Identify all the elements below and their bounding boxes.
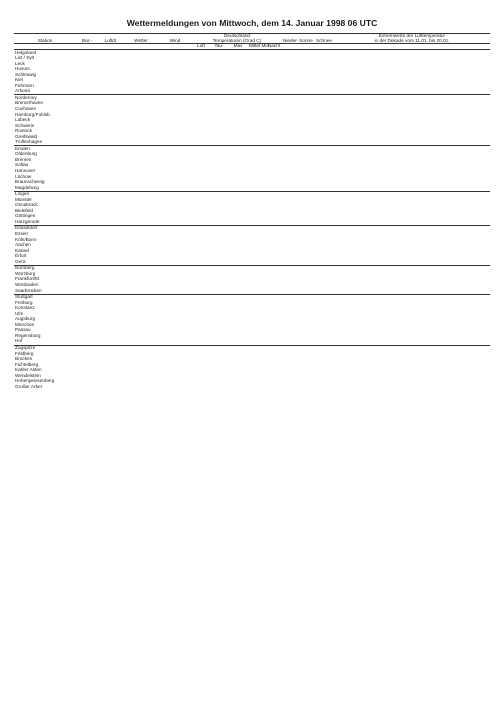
station-name: Greifswald: [15, 133, 38, 139]
station-row: [14, 384, 490, 390]
station-name: Göttingen: [15, 213, 36, 219]
station-name: Bremerhaven: [15, 100, 44, 106]
station-value: [266, 384, 282, 390]
station-name: Augsburg: [15, 316, 36, 322]
station-name: Nürnberg: [14, 265, 76, 271]
header-row-group: [14, 34, 490, 44]
station-name: Münster: [15, 196, 32, 202]
header-pressure: Luftdr.: [98, 34, 124, 44]
station-name: Saarbrücken: [15, 287, 42, 293]
station-name: Cuxhaven: [15, 106, 37, 111]
header-elevation: Bar.-: [76, 34, 98, 44]
station-name: Regensburg: [15, 332, 41, 338]
station-name: Braunschweig: [15, 179, 45, 185]
header-temperature-area: Deutschland: [223, 33, 251, 38]
station-value: [178, 384, 192, 390]
header-air: Luft: [192, 44, 210, 50]
station-name: Wendelstein: [15, 372, 41, 378]
station-rows: [14, 50, 490, 390]
header-mean-minimum: Mittel Min: [249, 43, 270, 49]
station-name: Frankfurt/M.: [15, 276, 41, 282]
header-sunshine: Sonne: [298, 34, 314, 44]
header-dewpoint: Tau-: [210, 44, 228, 50]
station-value: [282, 384, 298, 390]
station-name: Emden: [14, 146, 76, 152]
station-name: Düsseldorf: [14, 226, 76, 232]
header-extremes-title: Extremwerte der Lufttemperatur: [378, 33, 446, 38]
station-name: Feldberg: [15, 350, 34, 356]
header-weather: Wetter: [124, 34, 158, 44]
station-name: Hohenpeissenberg: [15, 378, 55, 384]
station-name: Hof: [15, 338, 23, 344]
station-value: [124, 384, 158, 390]
station-value: [158, 384, 178, 390]
station-name: Wiesbaden: [15, 281, 39, 287]
station-name: Brocken: [15, 356, 33, 362]
station-name: Großer Arber: [15, 383, 43, 389]
station-name: Schleswig: [15, 71, 37, 77]
station-name: Kassel: [15, 247, 30, 253]
station-value: [334, 384, 490, 390]
header-wind: Wind: [158, 34, 192, 44]
station-name: Hamburg/Fuhlsb.: [15, 111, 51, 117]
station-name: Rostock: [15, 128, 32, 134]
station-name: Trollenhagen: [15, 139, 43, 145]
station-name: Bielefeld: [15, 207, 33, 213]
station-name: Aachen: [15, 242, 31, 248]
station-name: Bremen: [15, 156, 32, 162]
station-name: Schwerin: [15, 122, 35, 128]
station-name: Ulm: [15, 310, 24, 316]
station-name: Lübeck: [15, 117, 31, 123]
station-value: [98, 384, 124, 390]
station-name: Arkona: [15, 88, 30, 94]
station-value: [228, 384, 248, 390]
header-snow: Schnee: [314, 34, 334, 44]
station-name: Köln/Bonn: [15, 236, 37, 242]
report-title: Wettermeldungen von Mittwoch, dem 14. Januar 1998 06 UTC: [126, 18, 378, 28]
station-name: Harzgerode: [15, 218, 40, 224]
station-name: Hannover: [15, 168, 36, 174]
station-name: Lingen: [14, 191, 76, 197]
header-precip: Nieder-: [282, 34, 298, 44]
station-name: Husum: [15, 66, 30, 72]
header-temperature-group: [192, 34, 282, 44]
header-ground: Nacht: [267, 43, 281, 49]
station-name: Osnabrück: [15, 202, 38, 208]
header-extremes-period: in der Dekade vom 11.01. bis 20.01.: [374, 37, 450, 43]
station-name: Kiel: [15, 77, 23, 83]
weather-table: [14, 33, 490, 390]
station-value: [192, 384, 210, 390]
header-station: Station: [14, 34, 76, 44]
station-name: Essen: [15, 231, 29, 237]
station-name: Leck: [15, 60, 25, 66]
station-name: Kahler Asten: [15, 367, 42, 373]
station-name: Fichtelberg: [15, 361, 39, 367]
station-name: Erfurt: [15, 253, 27, 259]
station-name: Fehmarn: [15, 82, 34, 88]
station-name: Oldenburg: [15, 151, 37, 157]
station-name: Soltau: [15, 162, 29, 168]
station-name: Konstanz: [15, 305, 35, 311]
station-name: Norderney: [14, 95, 76, 101]
station-value: [298, 384, 314, 390]
station-value: [76, 384, 98, 390]
station-name: Freiburg: [15, 299, 33, 305]
station-name: List / Sylt: [15, 55, 35, 61]
station-name: München: [15, 321, 35, 327]
station-name: Zugspitze: [14, 345, 76, 351]
station-name: Passau: [15, 327, 31, 333]
station-name: Würzburg: [15, 270, 36, 276]
station-name: Gera: [15, 258, 26, 264]
station-value: [314, 384, 334, 390]
station-name: Stuttgart: [14, 294, 76, 300]
station-value: [248, 384, 266, 390]
header-temperature-label: Temperaturen (Grad C): [212, 37, 262, 43]
station-value: [210, 384, 228, 390]
header-maximum: Max: [228, 44, 248, 50]
station-name: Lüchow: [15, 173, 32, 179]
station-name: Helgoland: [15, 49, 37, 55]
station-name: Magdeburg: [15, 184, 39, 190]
header-extremes: [334, 34, 490, 44]
